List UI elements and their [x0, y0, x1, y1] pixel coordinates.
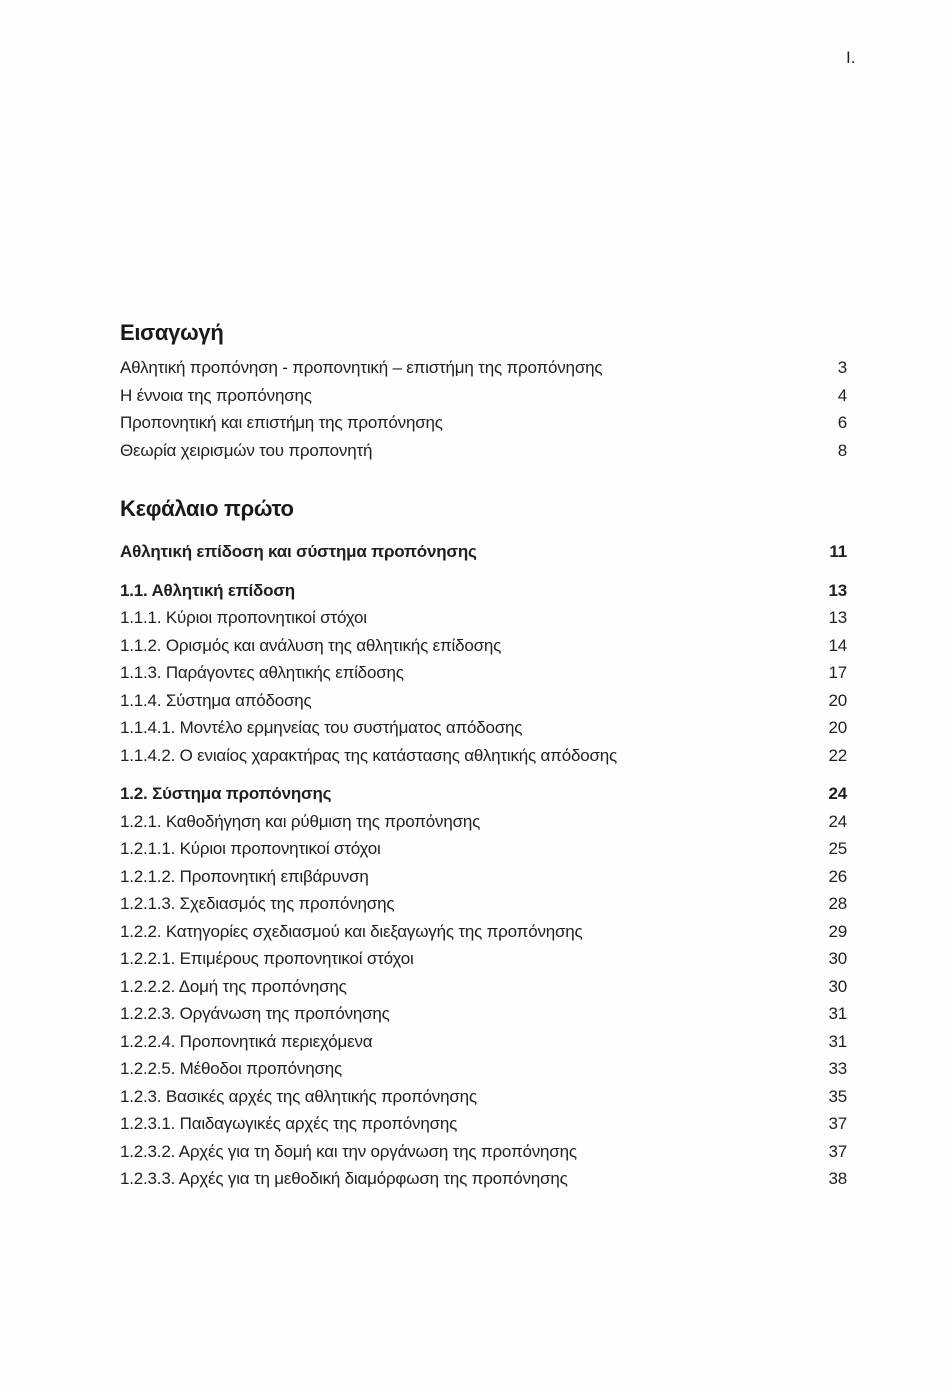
toc-entry-label: 1.2.1.1. Κύριοι προπονητικοί στόχοι: [120, 839, 381, 858]
toc-entry-label: 1.2.1.2. Προπονητική επιβάρυνση: [120, 866, 369, 886]
toc-entry-label: 1.2.2.4. Προπονητικά περιεχόμενα: [120, 1031, 373, 1051]
toc-entry-page: 31: [828, 1031, 847, 1051]
toc-entry-label: 1.2. Σύστημα προπόνησης: [120, 784, 332, 803]
toc-entry-page: 4: [837, 385, 847, 405]
toc-entry: [120, 632, 847, 660]
toc-entry-page: 20: [828, 690, 847, 710]
toc-entry-label: 1.2.1.3. Σχεδιασμός της προπόνησης: [120, 894, 395, 913]
toc-entry: [120, 687, 847, 715]
toc-entry-label: 1.2.3.1. Παιδαγωγικές αρχές της προπόνησης: [120, 1114, 458, 1133]
toc-entry-label: Η έννοια της προπόνησης: [120, 385, 312, 405]
toc-entry-label: 1.1.1. Κύριοι προπονητικοί στόχοι: [120, 608, 367, 627]
toc-entry-label: 1.2.3.2. Αρχές για τη δομή και την οργάνωση της προπόνησης: [120, 1141, 577, 1161]
page-folio: I.: [846, 48, 856, 67]
toc-entry: [120, 742, 847, 770]
toc-entry-label: Προπονητική και επιστήμη της προπόνησης: [120, 413, 443, 432]
toc-entry-page: 11: [829, 542, 847, 561]
table-of-contents: [120, 320, 847, 1193]
toc-entry-page: 13: [828, 580, 847, 600]
toc-entry-label: 1.1.4.1. Μοντέλο ερμηνείας του συστήματος απόδοσης: [120, 718, 523, 737]
toc-entry: [120, 659, 847, 687]
toc-entry-page: 8: [837, 440, 847, 460]
toc-entry: [120, 714, 847, 742]
toc-entry-page: 37: [828, 1114, 847, 1133]
toc-entry-page: 14: [828, 635, 847, 655]
toc-entry-label: 1.1.3. Παράγοντες αθλητικής επίδοσης: [120, 663, 404, 682]
toc-entry-page: 33: [828, 1059, 847, 1078]
section-heading-chapter-1: Κεφάλαιο πρώτο: [120, 496, 294, 521]
toc-entry: [120, 1083, 847, 1111]
toc-entry-page: 35: [828, 1086, 847, 1106]
toc-entry-page: 37: [828, 1141, 847, 1161]
toc-entry: [120, 538, 847, 566]
toc-entry-label: 1.2.2.2. Δομή της προπόνησης: [120, 976, 347, 996]
toc-entry-page: 17: [828, 663, 847, 682]
toc-entry-label: Αθλητική επίδοση και σύστημα προπόνησης: [120, 542, 477, 561]
toc-entry-label: 1.2.3. Βασικές αρχές της αθλητικής προπόνησης: [120, 1086, 477, 1106]
toc-entry: [120, 437, 847, 465]
toc-entry: [120, 945, 847, 973]
toc-entry-page: 38: [828, 1169, 847, 1188]
toc-entry-page: 20: [828, 718, 847, 737]
toc-entry-page: 26: [828, 866, 847, 886]
toc-entry-label: 1.2.2. Κατηγορίες σχεδιασμού και διεξαγωγής της προπόνησης: [120, 921, 583, 941]
toc-entry-label: 1.1.4.2. Ο ενιαίος χαρακτήρας της κατάστασης αθλητικής απόδοσης: [120, 745, 618, 765]
toc-entry-page: 25: [828, 839, 847, 858]
section-heading-intro: Εισαγωγή: [120, 320, 224, 345]
toc-entry: [120, 382, 847, 410]
toc-entry-page: 30: [828, 949, 847, 968]
toc-entry: [120, 780, 847, 808]
toc-entry-page: 24: [828, 811, 847, 831]
toc-entry: [120, 808, 847, 836]
toc-entry-page: 28: [828, 894, 847, 913]
toc-entry: [120, 604, 847, 632]
toc-entry: [120, 1028, 847, 1056]
toc-entry-label: 1.2.2.3. Οργάνωση της προπόνησης: [120, 1004, 390, 1023]
toc-entry-label: 1.2.2.5. Μέθοδοι προπόνησης: [120, 1059, 342, 1078]
toc-entry: [120, 1165, 847, 1193]
toc-entry: [120, 890, 847, 918]
toc-entry-page: 24: [828, 784, 847, 803]
toc-entry: [120, 863, 847, 891]
toc-entry-page: 30: [828, 976, 847, 996]
toc-entry: [120, 409, 847, 437]
toc-entry: [120, 918, 847, 946]
toc-entry-label: Αθλητική προπόνηση - προπονητική – επιστήμη της προπόνησης: [120, 358, 603, 377]
toc-entry: [120, 354, 847, 382]
toc-entry: [120, 1000, 847, 1028]
toc-entry-label: Θεωρία χειρισμών του προπονητή: [120, 440, 373, 460]
toc-entry: [120, 1055, 847, 1083]
toc-entry: [120, 1138, 847, 1166]
toc-entry-page: 13: [828, 608, 847, 627]
toc-entry-page: 3: [837, 358, 847, 377]
toc-entry-label: 1.2.3.3. Αρχές για τη μεθοδική διαμόρφωση της προπόνησης: [120, 1169, 568, 1188]
toc-entry-label: 1.1.2. Ορισμός και ανάλυση της αθλητικής επίδοσης: [120, 635, 502, 655]
toc-entry: [120, 1110, 847, 1138]
toc-entry-label: 1.1. Αθλητική επίδοση: [120, 580, 295, 600]
toc-entry-page: 29: [828, 921, 847, 941]
toc-entry: [120, 973, 847, 1001]
toc-entry-page: 22: [828, 745, 847, 765]
toc-entry-page: 31: [828, 1004, 847, 1023]
toc-entry: [120, 577, 847, 605]
toc-entry-label: 1.2.2.1. Επιμέρους προπονητικοί στόχοι: [120, 949, 414, 968]
toc-entry-page: 6: [837, 413, 847, 432]
toc-entry-label: 1.1.4. Σύστημα απόδοσης: [120, 690, 312, 710]
toc-entry-label: 1.2.1. Καθοδήγηση και ρύθμιση της προπόνησης: [120, 811, 481, 831]
toc-entry: [120, 835, 847, 863]
